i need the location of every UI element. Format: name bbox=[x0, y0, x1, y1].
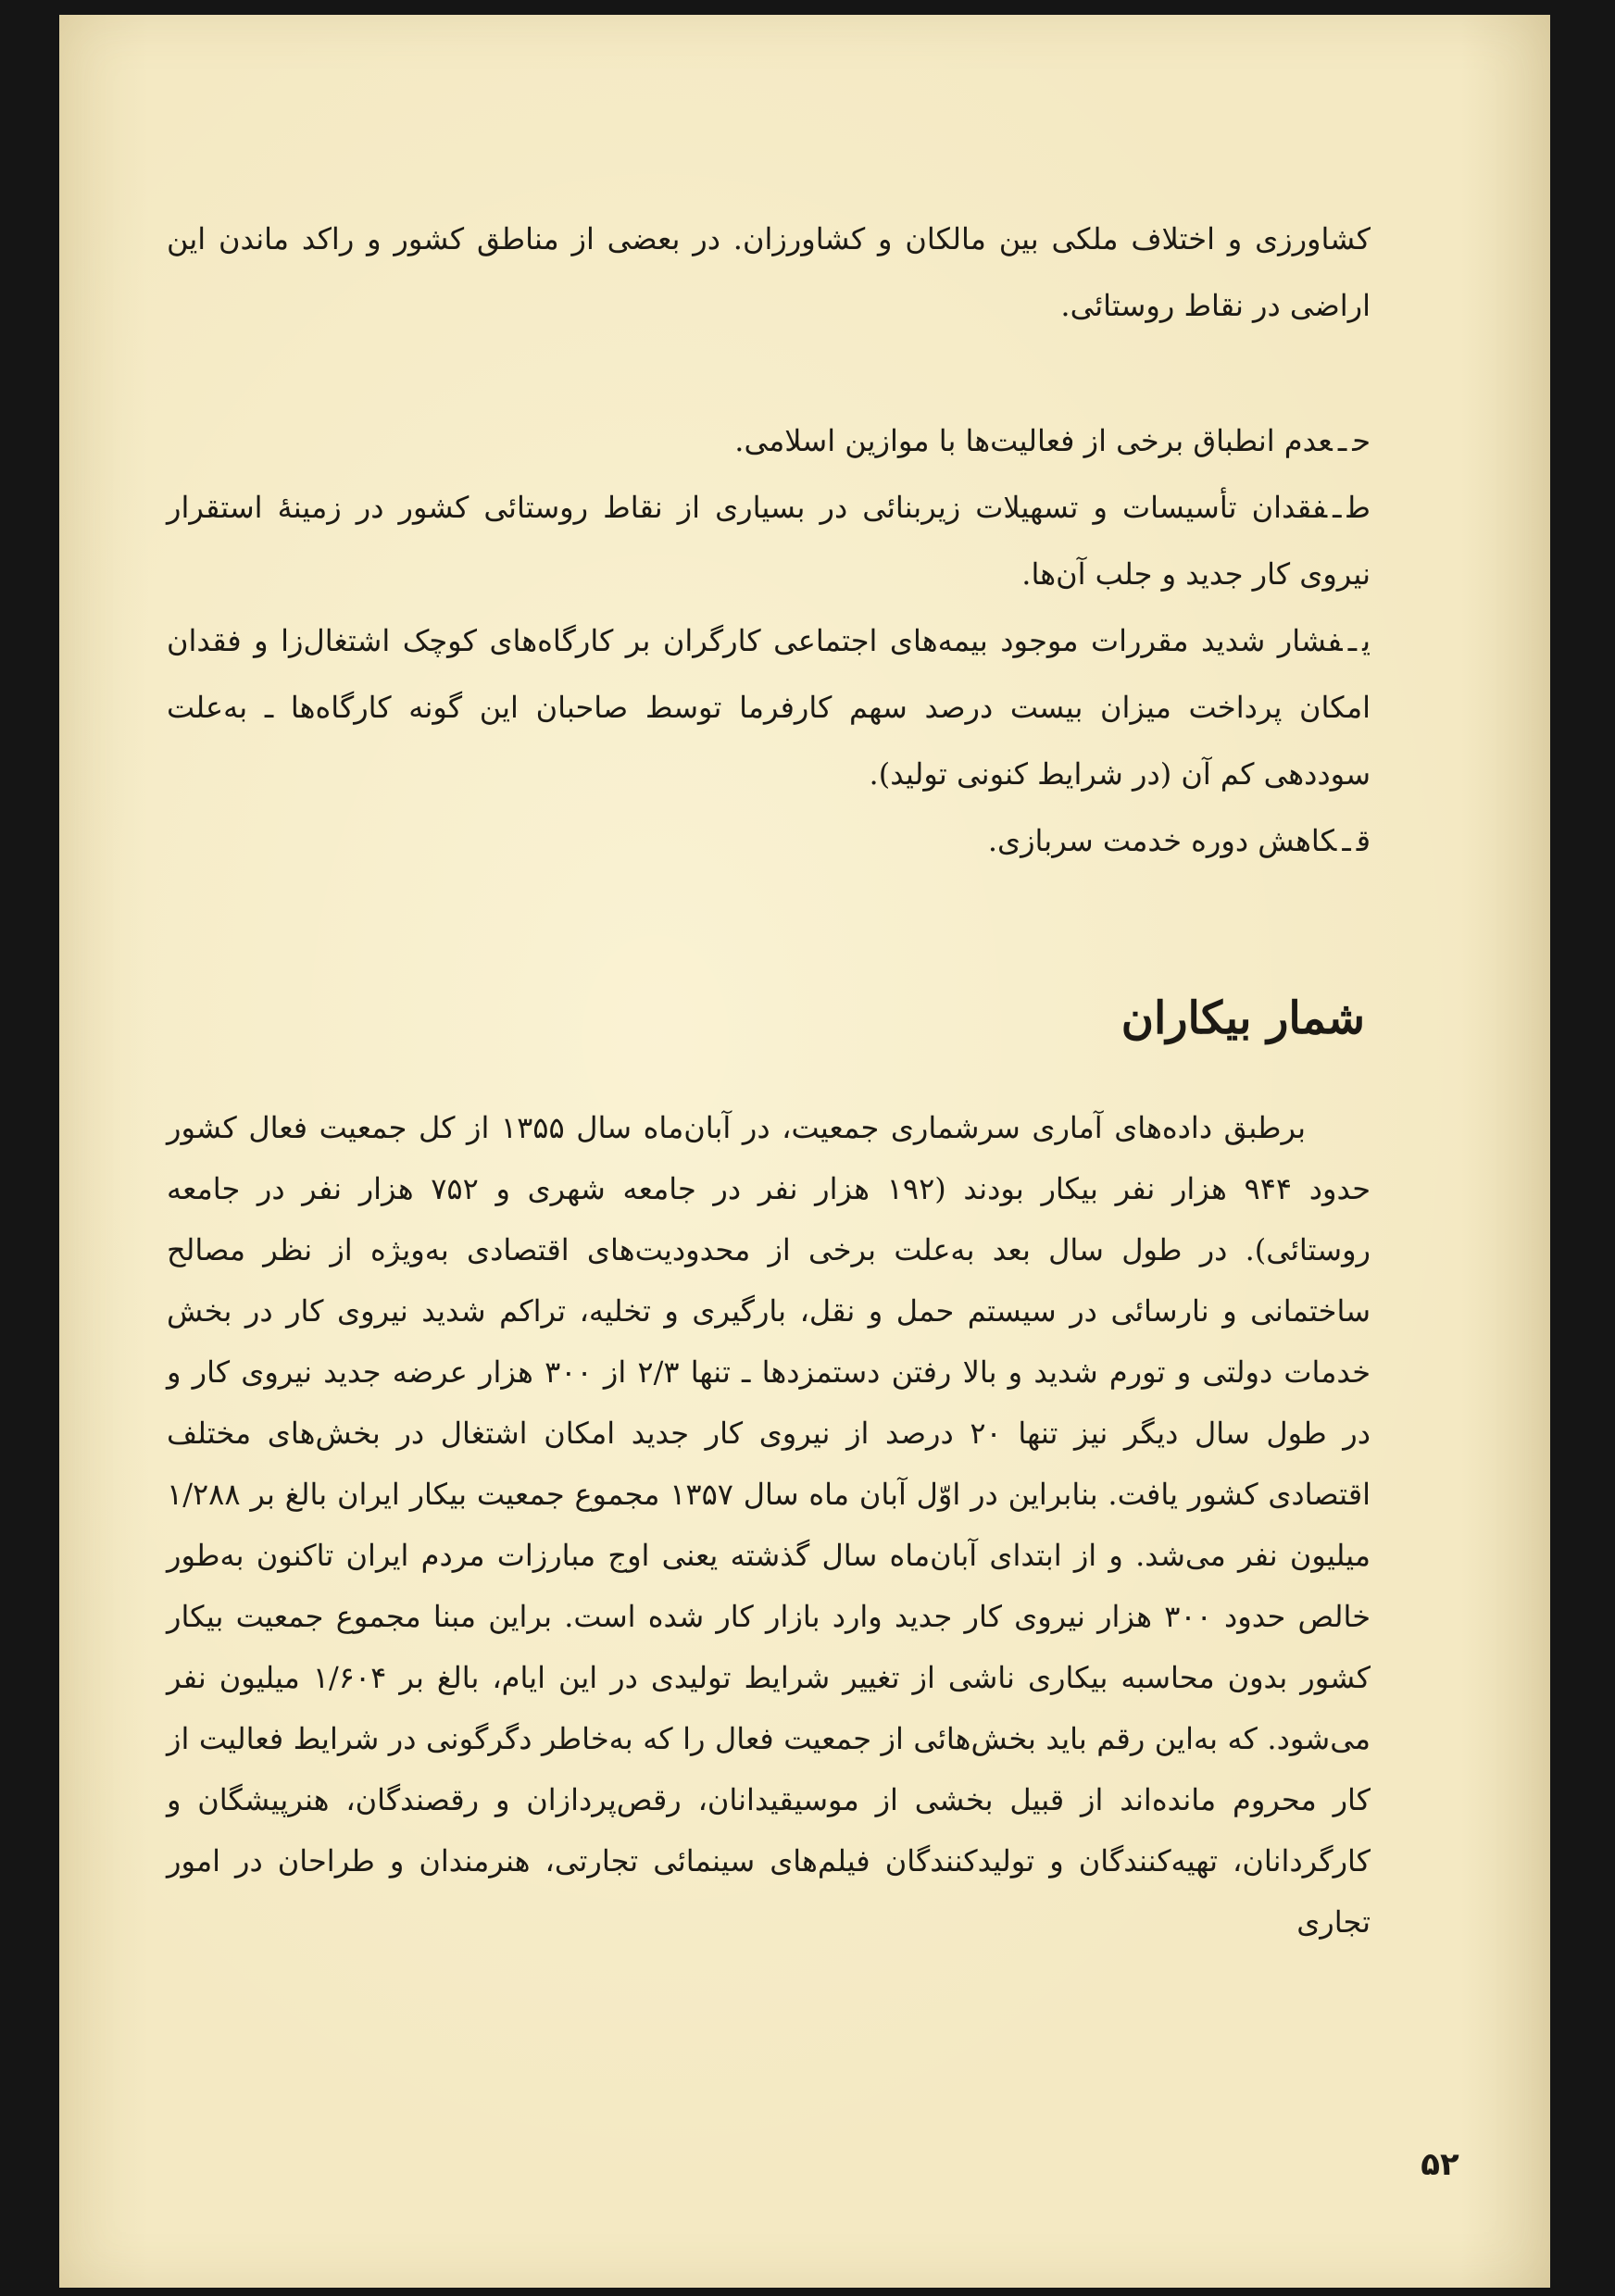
intro-paragraph: کشاورزی و اختلاف ملکی بین مالکان و کشاورزان. در بعضی از مناطق کشور و راکد ماندن این اراضی در نقاط روستائی. bbox=[167, 221, 1371, 323]
list-item bbox=[167, 607, 1371, 807]
list-item bbox=[167, 807, 1371, 874]
section-body-paragraph: برطبق داده‌های آماری سرشماری جمعیت، در آبان‌ماه سال ۱۳۵۵ از کل جمعیت فعال کشور حدود ۹۴۴ هزار نفر بیکار بودند (۱۹۲ هزار نفر در جامعه شهری و ۷۵۲ هزار نفر در جامعه روستائی). در طول سال بعد به‌علت برخی از محدودیت‌های اقتصادی به‌ویژه از نظر مصالح ساختمانی و نارسائی در سیستم حمل و نقل، بارگیری و تخلیه، تراکم شدید نیروی کار در بخش خدمات دولتی و تورم شدید و بالا رفتن دستمزدها ـ تنها ۲/۳ از ۳۰۰ هزار عرضه جدید نیروی کار و در طول سال دیگر نیز تنها ۲۰ درصد از نیروی کار جدید امکان اشتغال در بخش‌های مختلف اقتصادی کشور یافت. بنابراین در اوّل آبان ماه سال ۱۳۵۷ مجموع جمعیت بیکار ایران بالغ بر ۱/۲۸۸ میلیون نفر می‌شد. و از ابتدای آبان‌ماه سال گذشته یعنی اوج مبارزات مردم ایران تاکنون به‌طور خالص حدود ۳۰۰ هزار نیروی کار جدید وارد بازار کار شده است. براین مبنا مجموع جمعیت بیکار کشور بدون محاسبه بیکاری ناشی از تغییر شرایط تولیدی در این ایام، بالغ بر ۱/۶۰۴ میلیون نفر می‌شود. که به‌این رقم باید بخش‌هائی از جمعیت فعال را که به‌خاطر دگرگونی در شرایط فعالیت از کار محروم مانده‌اند از قبیل بخشی از موسیقیدانان، رقص‌پردازان و رقصندگان، هنرپیشگان و کارگردانان، تهیه‌کنندگان و تولیدکنندگان فیلم‌های سینمائی تجارتی، هنرمندان و طراحان در امور تجاری bbox=[167, 1110, 1371, 1940]
list-item-dash: ـ bbox=[1342, 823, 1351, 858]
list-item-label: ی bbox=[1362, 623, 1371, 658]
page-number: ۵۲ bbox=[1421, 2146, 1459, 2183]
list-item-label: ق bbox=[1356, 823, 1371, 858]
list-item-label: ط bbox=[1346, 490, 1371, 525]
list-item-dash: ـ bbox=[1337, 423, 1347, 458]
list-item bbox=[167, 474, 1371, 607]
list-item-dash: ـ bbox=[1333, 490, 1342, 525]
list-item-label: ح bbox=[1352, 423, 1371, 458]
enumerated-list bbox=[167, 407, 1371, 874]
list-item-text: عدم انطباق برخی از فعالیت‌ها با موازین اسلامی. bbox=[734, 423, 1333, 458]
section-title: شمار بیکاران bbox=[1120, 992, 1365, 1044]
list-item-text: فشار شدید مقررات موجود بیمه‌های اجتماعی کارگران بر کارگاه‌های کوچک اشتغال‌زا و فقدان امکان پرداخت میزان بیست درصد سهم کارفرما توسط صاحبان این گونه کارگاه‌ها ـ به‌علت سوددهی کم آن (در شرایط کنونی تولید). bbox=[167, 623, 1371, 792]
list-item-dash: ـ bbox=[1347, 623, 1358, 658]
section-body-block bbox=[167, 1097, 1371, 1953]
list-item bbox=[167, 407, 1371, 474]
section-heading-block bbox=[167, 974, 1371, 1063]
list-item-text: کاهش دوره خدمت سربازی. bbox=[987, 823, 1337, 858]
list-item-text: فقدان تأسیسات و تسهیلات زیربنائی در بسیاری از نقاط روستائی کشور در زمینهٔ استقرار نیروی کار جدید و جلب آن‌ها. bbox=[167, 490, 1371, 592]
intro-paragraph-block bbox=[167, 206, 1371, 339]
